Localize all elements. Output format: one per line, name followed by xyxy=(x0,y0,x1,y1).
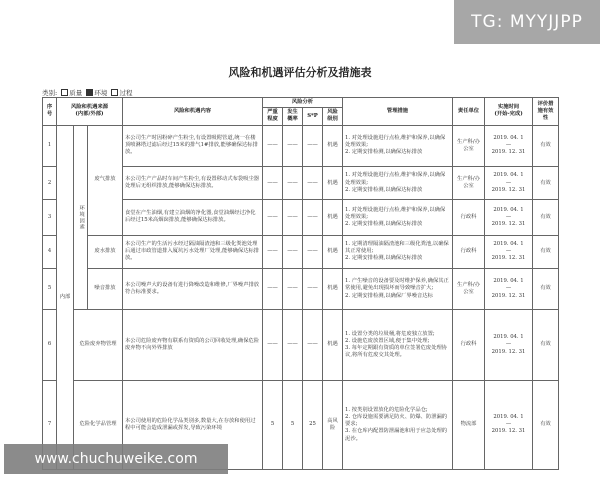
cell-effect: 有效 xyxy=(533,380,559,469)
cell-severity: 5 xyxy=(263,380,283,469)
cell-measures: 1. 设置分类的垃圾桶,将危废独立放置; 2. 设施危废放置区域,便于集中处理; 3. 每年定期跟有资质的单位签署危废处理协议,将所有危废交其处理。 xyxy=(343,310,453,381)
cell-time-start: 2019. 04. 1 xyxy=(493,414,524,421)
category-option-quality: 质量 xyxy=(69,89,83,97)
header-time-text: 实施时间 xyxy=(497,104,520,111)
cell-time: 2019. 04. 1 — 2019. 12. 31 xyxy=(485,125,533,166)
cell-effect: 有效 xyxy=(533,125,559,166)
cell-sub-category: 噪音排放 xyxy=(88,268,123,309)
header-effect: 评价措施有效性 xyxy=(533,98,559,126)
table-row xyxy=(43,125,559,166)
header-seq: 序号 xyxy=(43,98,57,126)
cell-content: 食堂在产生油烟,有建立油烟的净化器,食堂油烟经过净化后经过15米高烟囱排放,能够确保达标排放。 xyxy=(123,200,263,235)
cell-time: 2019. 04. 1 — 2019. 12. 31 xyxy=(485,310,533,381)
cell-effect: 有效 xyxy=(533,200,559,235)
header-dept: 责任单位 xyxy=(453,98,485,126)
cell-seq: 6 xyxy=(43,310,57,381)
cell-measures: 1. 对处理设施进行点检,维护和保养,以确保处理效果; 2. 定期安排检测,以确保达标排放 xyxy=(343,125,453,166)
category-option-process: 过程 xyxy=(119,89,133,97)
cell-time-end: 2019. 12. 31 xyxy=(491,221,526,228)
cell-sp: —— xyxy=(303,167,323,200)
cell-level: 高风险 xyxy=(323,380,343,469)
cell-severity: —— xyxy=(263,268,283,309)
table-row xyxy=(43,310,559,381)
cell-severity: —— xyxy=(263,200,283,235)
cell-env-factor: 环境因素 xyxy=(74,125,88,310)
cell-effect: 有效 xyxy=(533,235,559,268)
cell-time-start: 2019. 04. 1 xyxy=(493,278,524,285)
cell-effect: 有效 xyxy=(533,167,559,200)
header-measures: 管理措施 xyxy=(343,98,453,126)
cell-sp: —— xyxy=(303,125,323,166)
header-time xyxy=(485,98,533,126)
cell-content: 本公司生产产品时车间产生粉尘,有设置移动式布袋吸尘器处理后无组织排放,能够确保达标排放。 xyxy=(123,167,263,200)
header-probability: 发生概率 xyxy=(283,108,303,125)
cell-level: 机遇 xyxy=(323,200,343,235)
cell-measures: 1. 产生噪音的设备要及时维护保养,确保其正常使用,避免出现损坏而导致噪音扩大; 2. 定期安排检测,以确保厂界噪音达标 xyxy=(343,268,453,309)
watermark-top: TG: MYYJJPP xyxy=(454,0,600,44)
cell-probability: —— xyxy=(283,310,303,381)
cell-dept: 生产科/办公室 xyxy=(453,268,485,309)
checkbox-quality[interactable] xyxy=(61,89,68,96)
cell-sub-category: 危险化学品管理 xyxy=(74,380,123,469)
cell-effect: 有效 xyxy=(533,310,559,381)
cell-time-end: 2019. 12. 31 xyxy=(491,348,526,355)
cell-probability: —— xyxy=(283,200,303,235)
cell-severity: —— xyxy=(263,310,283,381)
cell-dept: 生产科/办公室 xyxy=(453,125,485,166)
cell-time-end: 2019. 12. 31 xyxy=(491,149,526,156)
checkbox-process[interactable] xyxy=(111,89,118,96)
cell-sub-category: 危险废弃物管理 xyxy=(74,310,123,381)
category-selector xyxy=(42,88,132,97)
cell-time: 2019. 04. 1 — 2019. 12. 31 xyxy=(485,268,533,309)
table-row xyxy=(43,235,559,268)
cell-time: 2019. 04. 1 — 2019. 12. 31 xyxy=(485,200,533,235)
header-analysis: 风险分析 xyxy=(263,98,343,108)
cell-time-start: 2019. 04. 1 xyxy=(493,206,524,213)
cell-effect: 有效 xyxy=(533,268,559,309)
cell-dept: 物流部 xyxy=(453,380,485,469)
header-time-sub: (开始-完成) xyxy=(494,111,523,118)
cell-internal: 内部 xyxy=(57,125,74,469)
cell-measures: 1. 定期清理隔油隔渣池和三级化粪池,以确保其正常使用; 2. 定期安排检测,以确保达标排放 xyxy=(343,235,453,268)
cell-severity: —— xyxy=(263,125,283,166)
cell-probability: 5 xyxy=(283,380,303,469)
cell-time-start: 2019. 04. 1 xyxy=(493,240,524,247)
header-content: 风险和机遇内容 xyxy=(123,98,263,126)
cell-sp: 25 xyxy=(303,380,323,469)
cell-content: 本公司生产的生活污水经过隔油隔渣池和三级化粪池处理后通过市政管道排入厦坑污水处理厂处理,能够确保达标排放。 xyxy=(123,235,263,268)
header-sp: S*P xyxy=(303,108,323,125)
header-source-text: 风险和机遇来源 xyxy=(70,104,109,111)
cell-sp: —— xyxy=(303,310,323,381)
cell-dept: 行政科 xyxy=(453,200,485,235)
cell-content: 本公司使用的危险化学品类别多,数量大,在存放和使用过程中可能会造成泄漏或挥发,导致污染环境 xyxy=(123,380,263,469)
cell-measures: 1. 按类别设置放化的危险化学品仓; 2. 仓库设施需要满足防火、防爆、防泄漏的要求; 3. 在仓库内配置防泄漏池和用于应急处理的泥沙。 xyxy=(343,380,453,469)
cell-severity: —— xyxy=(263,167,283,200)
watermark-bottom: www.chuchuweike.com xyxy=(4,444,228,474)
category-option-environment: 环境 xyxy=(94,89,108,97)
cell-time: 2019. 04. 1 — 2019. 12. 31 xyxy=(485,235,533,268)
cell-sub-category: 废气排放 xyxy=(88,125,123,235)
cell-time-start: 2019. 04. 1 xyxy=(493,135,524,142)
cell-seq: 5 xyxy=(43,268,57,309)
cell-time-start: 2019. 04. 1 xyxy=(493,334,524,341)
cell-sub-category: 废水排放 xyxy=(88,235,123,268)
cell-probability: —— xyxy=(283,268,303,309)
table-row xyxy=(43,268,559,309)
cell-content: 本公司生产时因粉碎产生粉尘,有设置吸附管道,统一在楼顶喷淋塔过滤后经过15米的排气1#排放,能够确保达标排放。 xyxy=(123,125,263,166)
cell-sp: —— xyxy=(303,200,323,235)
cell-seq: 7 xyxy=(43,380,57,469)
cell-seq: 2 xyxy=(43,167,57,200)
cell-level: 机遇 xyxy=(323,167,343,200)
cell-measures: 1. 对处理设施进行点检,维护和保养,以确保处理效果; 2. 定期安排检测,以确保达标排放 xyxy=(343,167,453,200)
cell-time-end: 2019. 12. 31 xyxy=(491,255,526,262)
cell-level: 机遇 xyxy=(323,310,343,381)
header-source-sub: (内部/外部) xyxy=(75,111,104,118)
cell-level: 机遇 xyxy=(323,235,343,268)
header-level: 风险级别 xyxy=(323,108,343,125)
cell-time-end: 2019. 12. 31 xyxy=(491,186,526,193)
category-label: 类别: xyxy=(42,89,58,97)
cell-dept: 行政科 xyxy=(453,310,485,381)
cell-sp: —— xyxy=(303,268,323,309)
cell-level: 机遇 xyxy=(323,125,343,166)
header-severity: 严重程度 xyxy=(263,108,283,125)
cell-content: 本公司危险废弃物有联系有资质的公司回收处理,确保危险废弃物不向外界排放 xyxy=(123,310,263,381)
cell-seq: 3 xyxy=(43,200,57,235)
cell-dept: 生产科/办公室 xyxy=(453,167,485,200)
cell-measures: 1. 对处理设施进行点检,维护和保养,以确保处理效果; 2. 定期安排检测,以确保达标排放 xyxy=(343,200,453,235)
cell-level: 机遇 xyxy=(323,268,343,309)
cell-probability: —— xyxy=(283,167,303,200)
cell-time-end: 2019. 12. 31 xyxy=(491,292,526,299)
risk-table xyxy=(42,97,559,470)
cell-seq: 4 xyxy=(43,235,57,268)
cell-probability: —— xyxy=(283,125,303,166)
cell-severity: —— xyxy=(263,235,283,268)
header-source xyxy=(57,98,123,126)
cell-dept: 行政科 xyxy=(453,235,485,268)
page-title: 风险和机遇评估分析及措施表 xyxy=(228,66,372,79)
cell-time: 2019. 04. 1 — 2019. 12. 31 xyxy=(485,167,533,200)
cell-time-start: 2019. 04. 1 xyxy=(493,172,524,179)
checkbox-environment[interactable] xyxy=(86,89,93,96)
cell-time-end: 2019. 12. 31 xyxy=(491,428,526,435)
cell-content: 本公司噪声大的设备有进行降噪改造和维修,厂界噪声排放符合标准要求。 xyxy=(123,268,263,309)
cell-seq: 1 xyxy=(43,125,57,166)
cell-time: 2019. 04. 1 — 2019. 12. 31 xyxy=(485,380,533,469)
cell-probability: —— xyxy=(283,235,303,268)
cell-sp: —— xyxy=(303,235,323,268)
